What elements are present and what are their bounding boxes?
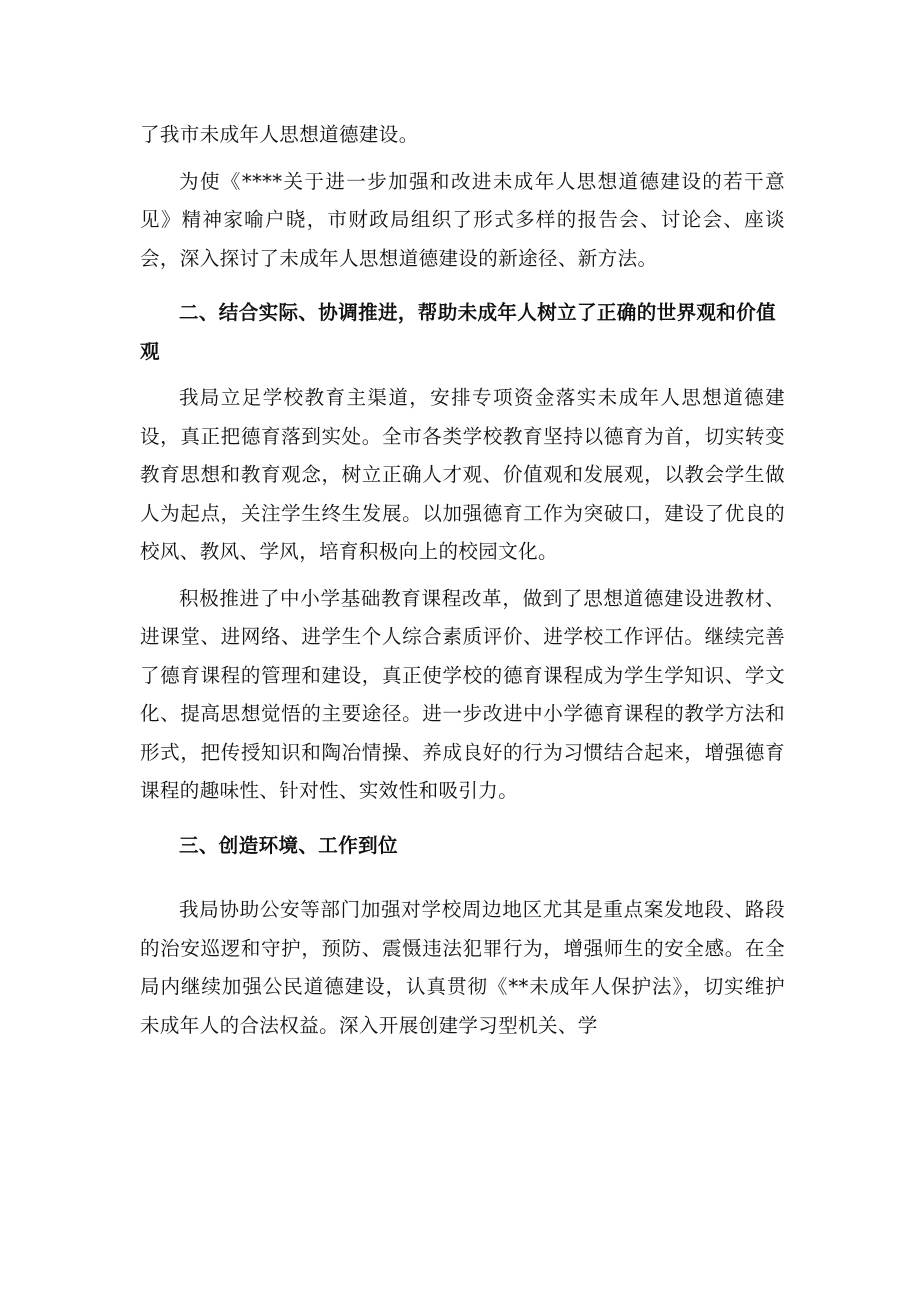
paragraph-gap [140, 572, 785, 580]
section-heading-two: 二、结合实际、协调推进，帮助未成年人树立了正确的世界观和价值观 [140, 301, 777, 363]
paragraph-curriculum-reform: 积极推进了中小学基础教育课程改革，做到了思想道德建设进教材、进课堂、进网络、进学生个人综合素质评价、进学校工作评估。继续完善了德育课程的管理和建设，真正使学校的德育课程成为学生学知识、学文化、提高思想觉悟的主要途径。进一步改进中小学德育课程的教学方法和形式，把传授知识和陶冶情操、养成良好的行为习惯结合起来，增强德育课程的趣味性、针对性、实效性和吸引力。 [140, 586, 785, 802]
paragraph-gap [140, 155, 785, 163]
paragraph-safety-environment: 我局协助公安等部门加强对学校周边地区尤其是重点案发地段、路段的治安巡逻和守护，预防、震慑违法犯罪行为，增强师生的安全感。在全局内继续加强公民道德建设，认真贯彻《**未成年人保护法》，切实维护未成年人的合法权益。深入开展创建学习型机关、学 [140, 898, 785, 1037]
paragraph-school-education: 我局立足学校教育主渠道，安排专项资金落实未成年人思想道德建设，真正把德育落到实处。全市各类学校教育坚持以德育为首，切实转变教育思想和教育观念，树立正确人才观、价值观和发展观，以教会学生做人为起点，关注学生终生发展。以加强德育工作为突破口，建设了优良的校风、教风、学风，培育积极向上的校园文化。 [140, 386, 785, 563]
paragraph-gap [140, 371, 785, 379]
section-heading-three: 三、创造环境、工作到位 [179, 833, 398, 857]
section-gap [140, 278, 785, 294]
paragraph-opinions-promotion: 为使《****关于进一步加强和改进未成年人思想道德建设的若干意见》精神家喻户晓，市财政局组织了形式多样的报告会、讨论会、座谈会，深入探讨了未成年人思想道德建设的新途径、新方法。 [140, 169, 785, 270]
section-gap [140, 811, 785, 827]
section-gap [140, 865, 785, 891]
document-body [140, 116, 785, 1045]
paragraph-continued: 了我市未成年人思想道德建设。 [140, 123, 419, 146]
